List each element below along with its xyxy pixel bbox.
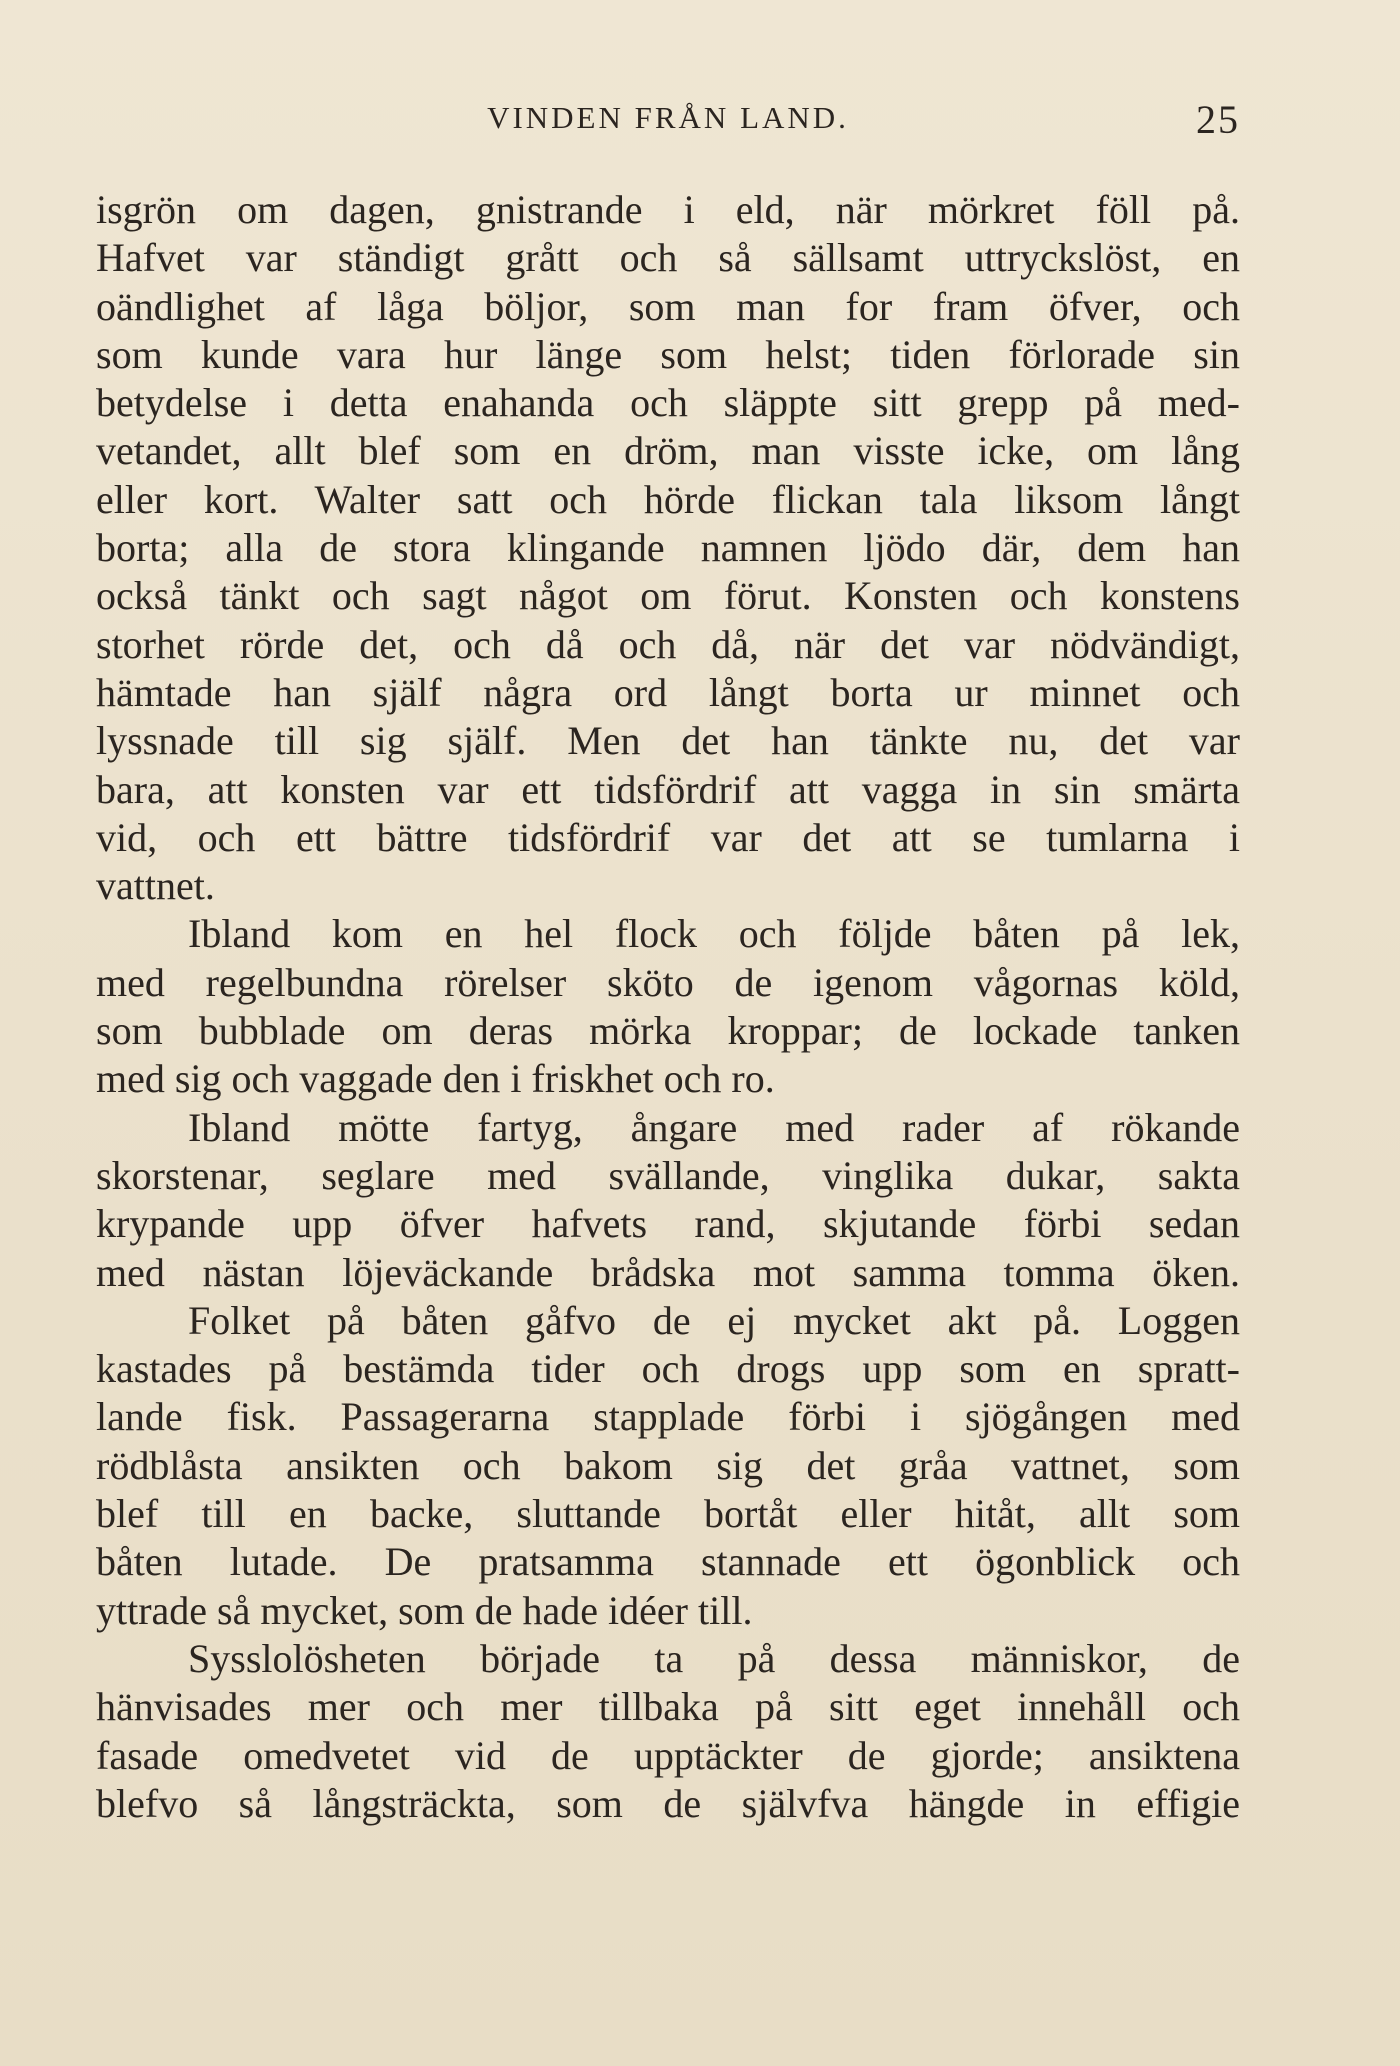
text-line: skorstenar, seglare med svällande, vinglika dukar, sakta [96,1152,1240,1198]
text-line: också tänkt och sagt något om förut. Konsten och konstens [96,573,1240,619]
text-line: Ibland mötte fartyg, ångare med rader af rökande [188,1104,1240,1150]
text-line: vattnet. [96,863,215,909]
body-text [96,186,1240,1828]
text-line: krypande upp öfver hafvets rand, skjutande förbi sedan [96,1201,1240,1247]
text-line: Folket på båten gåfvo de ej mycket akt på. Loggen [188,1297,1240,1343]
text-line: isgrön om dagen, gnistrande i eld, när mörkret föll på. [96,187,1240,232]
text-line: Ibland kom en hel flock och följde båten på lek, [188,911,1240,957]
running-head: VINDEN FRÅN LAND. [487,100,849,135]
text-line: Hafvet var ständigt grått och så sällsamt uttryckslöst, en [96,235,1240,281]
text-line: kastades på bestämda tider och drogs upp som en spratt- [96,1346,1240,1392]
text-line: betydelse i detta enahanda och släppte sitt grepp på med- [96,380,1240,426]
text-line: med sig och vaggade den i friskhet och ro. [96,1056,775,1102]
text-line: med nästan löjeväckande brådska mot samma tomma öken. [96,1249,1240,1295]
text-line: vid, och ett bättre tidsfördrif var det att se tumlarna i [96,814,1240,860]
text-line: med regelbundna rörelser sköto de igenom vågornas köld, [96,959,1240,1005]
text-line: Sysslolösheten började ta på dessa människor, de [188,1635,1240,1681]
text-line: rödblåsta ansikten och bakom sig det gråa vattnet, som [96,1442,1240,1488]
text-line: fasade omedvetet vid de upptäckter de gjorde; ansiktena [96,1732,1240,1778]
text-line: lyssnade till sig själf. Men det han tänkte nu, det var [96,718,1240,764]
text-line: storhet rörde det, och då och då, när det var nödvändigt, [96,621,1240,667]
text-line: yttrade så mycket, som de hade idéer till. [96,1587,753,1633]
text-line: som bubblade om deras mörka kroppar; de lockade tanken [96,1008,1240,1054]
text-line: blef till en backe, sluttande bortåt eller hitåt, allt som [96,1491,1240,1537]
page-header [96,97,1240,150]
text-line: vetandet, allt blef som en dröm, man visste icke, om lång [96,428,1240,474]
text-line: båten lutade. De pratsamma stannade ett ögonblick och [96,1539,1240,1585]
text-line: blefvo så långsträckta, som de självfva hängde in effigie [96,1780,1240,1826]
text-line: hänvisades mer och mer tillbaka på sitt eget innehåll och [96,1684,1240,1730]
text-line: lande fisk. Passagerarna stapplade förbi i sjögången med [96,1394,1240,1440]
text-line: borta; alla de stora klingande namnen ljödo där, dem han [96,525,1240,571]
text-line: hämtade han själf några ord långt borta ur minnet och [96,669,1240,715]
text-line: oändlighet af låga böljor, som man for fram öfver, och [96,283,1240,329]
text-line: bara, att konsten var ett tidsfördrif att vagga in sin smärta [96,766,1240,812]
text-line: eller kort. Walter satt och hörde flickan tala liksom långt [96,476,1240,522]
page-number: 25 [1196,97,1240,142]
text-line: som kunde vara hur länge som helst; tiden förlorade sin [96,331,1240,377]
